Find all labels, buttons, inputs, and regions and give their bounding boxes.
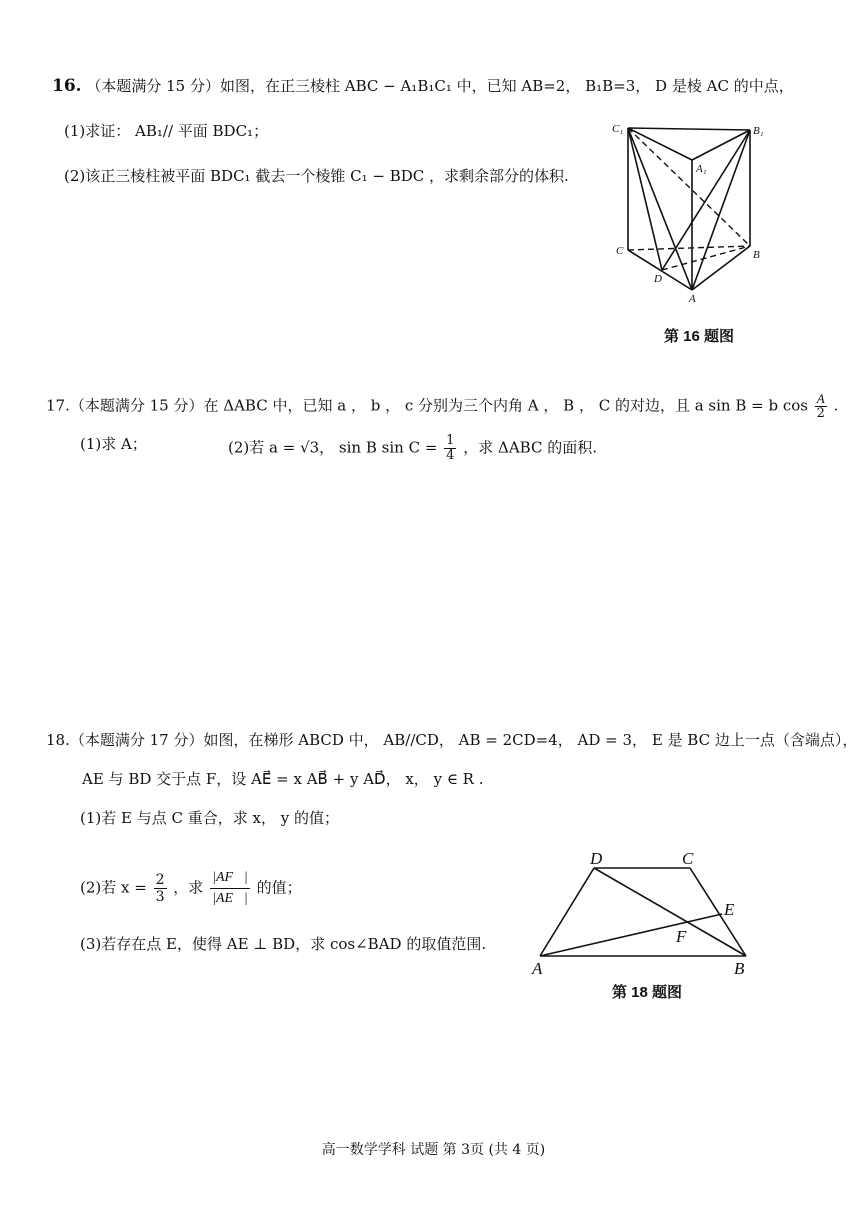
q17-stem-line [46,392,838,421]
q18-part2-prefix: (2)若 x = [80,878,147,897]
q18-label-F: F [676,927,687,946]
q18-trapezoid-figure [528,846,768,976]
q16-prism-figure [610,118,780,308]
q18-part2-ratio-num: |AF⃗| [210,868,250,889]
q17-part2-fraction-den: 4 [446,448,455,463]
q18-label-C: C [682,849,694,868]
q18-figure-caption: 第 18 题图 [612,984,683,1001]
q17-part2-fraction [444,434,456,463]
q16-label-C1: C₁ [612,123,624,135]
q16-stem-line [52,76,794,96]
q16-edge-CB [628,246,750,250]
q18-stem-line1: 18.（本题满分 17 分）如图，在梯形 ABCD 中， AB//CD， AB = 2CD=4， AD = 3， E 是 BC 边上一点（含端点）， [46,731,858,749]
q18-part2-suffix: 的值； [256,878,302,897]
q16-edge-AB1 [692,130,750,290]
q17-stem-suffix: . [833,396,839,415]
q18-label-E: E [724,900,735,919]
q18-label-B: B [734,959,745,976]
q16-stem: （本题满分 15 分）如图，在正三棱柱 ABC − A₁B₁C₁ 中，已知 AB=2， B₁B=3， D 是棱 AC 的中点， [86,77,794,95]
q17-part2-fraction-num: 1 [446,433,455,448]
page-footer: 高一数学学科 试题 第 3页 (共 4 页) [321,1142,546,1158]
q18-part2-mid: ，求 [173,878,204,897]
q18-edge-CB [690,868,746,956]
q18-part3: (3)若存在点 E，使得 AE ⊥ BD，求 cos∠BAD 的取值范围. [80,935,487,953]
q17-fraction-num: A [816,391,825,406]
q17-part1: (1)求 A； [80,435,147,453]
q18-part2-line [80,868,302,909]
q16-edge-C1A1 [628,128,692,160]
q16-label-B: B [753,249,760,261]
q18-label-D: D [590,849,603,868]
q16-label-D: D [654,273,662,285]
q18-part2-ratio-den: |AE⃗| [212,891,248,906]
q16-edge-C1A [628,128,692,290]
q17-part2-line [228,434,597,463]
q18-label-A: A [532,959,543,976]
q16-label-A: A [689,293,696,305]
q18-part2-ratio [210,868,250,909]
q16-label-C: C [616,245,624,257]
q16-part2: (2)该正三棱柱被平面 BDC₁ 截去一个棱锥 C₁ − BDC ，求剩余部分的体积. [64,167,569,185]
q18-edge-AE [540,914,722,956]
q17-fraction-den: 2 [816,406,825,421]
q18-part2-x-num: 2 [155,872,165,888]
q16-number: 16. [52,76,82,96]
q17-fraction [815,392,827,421]
q18-part1: (1)若 E 与点 C 重合，求 x， y 的值； [80,809,339,827]
q16-edge-C1B1 [628,128,750,130]
q17-part2-prefix: (2)若 a = √3， sin B sin C = [228,438,438,457]
q16-figure-caption: 第 16 题图 [664,328,735,345]
q18-part2-x-fraction [154,872,167,905]
q16-part1: (1)求证： AB₁// 平面 BDC₁； [64,122,269,140]
q18-edge-AD [540,868,594,956]
q17-stem-prefix: 17.（本题满分 15 分）在 ΔABC 中，已知 a ， b ， c 分别为三个内角 A ， B ， C 的对边，且 a sin B = b cos [46,396,808,415]
q16-label-B1: B₁ [753,125,764,137]
q18-part2-x-den: 3 [155,889,165,905]
q17-part2-suffix: ，求 ΔABC 的面积. [463,438,597,457]
q18-stem-line2: AE 与 BD 交于点 F，设 AE⃗ = x AB⃗ + y AD⃗， x， y ∈ R . [82,770,484,788]
q16-label-A1: A₁ [696,163,707,175]
